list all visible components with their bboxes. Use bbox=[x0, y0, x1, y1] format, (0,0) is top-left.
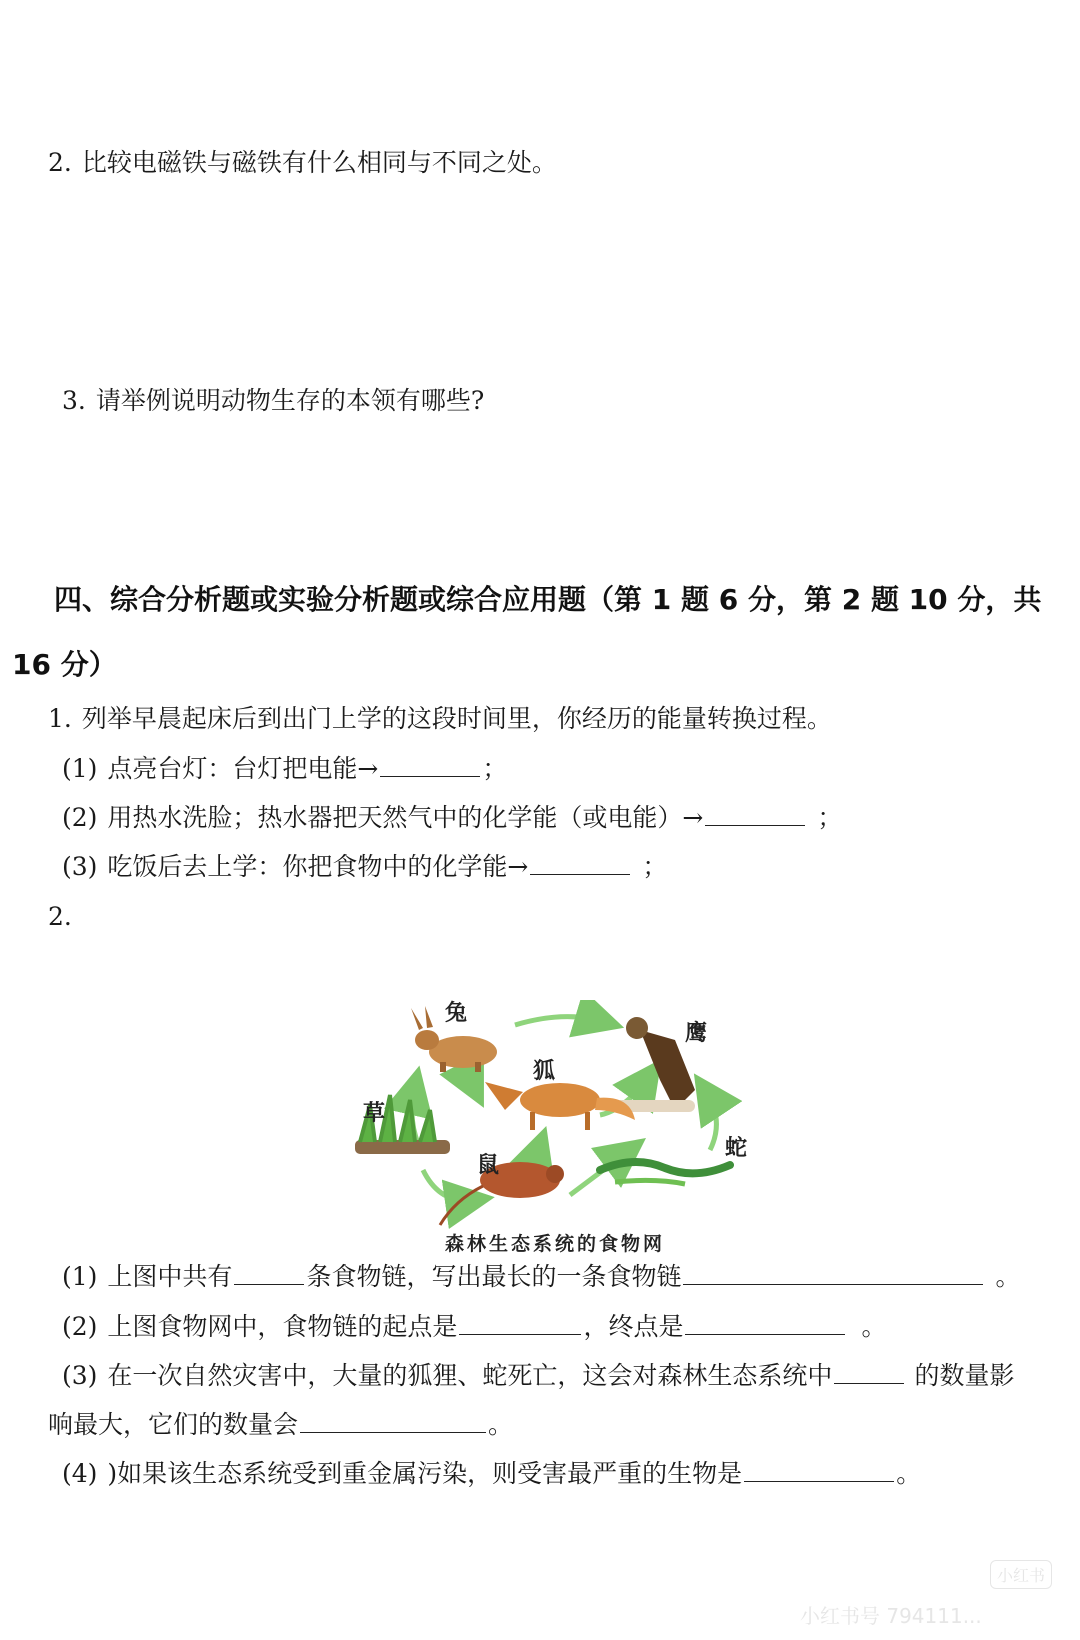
sub-question-3 bbox=[62, 1361, 1014, 1391]
label-eagle: 鹰 bbox=[685, 1020, 708, 1046]
label-grass: 草 bbox=[363, 1100, 386, 1126]
problem-2-number: 2. bbox=[48, 902, 72, 931]
sub-question-2 bbox=[62, 1312, 886, 1342]
food-web-image bbox=[345, 1000, 765, 1260]
item-end: 。 bbox=[896, 1459, 922, 1488]
label-mouse: 鼠 bbox=[477, 1152, 500, 1178]
answer-blank[interactable] bbox=[685, 1312, 845, 1335]
question-text: 请举例说明动物生存的本领有哪些? bbox=[95, 386, 485, 415]
answer-blank[interactable] bbox=[834, 1361, 904, 1384]
question-text: 比较电磁铁与磁铁有什么相同与不同之处。 bbox=[81, 148, 557, 177]
item-text: 吃饭后去上学：你把食物中的化学能→ bbox=[107, 852, 529, 881]
answer-blank[interactable] bbox=[380, 754, 480, 777]
item-end: 。 bbox=[861, 1312, 887, 1341]
label-snake: 蛇 bbox=[725, 1135, 748, 1161]
sub-question-4 bbox=[62, 1459, 921, 1489]
answer-blank[interactable] bbox=[530, 852, 630, 875]
question-2 bbox=[48, 148, 557, 178]
item-text: 点亮台灯：台灯把电能→ bbox=[107, 754, 379, 783]
item-text: ，终点是 bbox=[583, 1312, 684, 1341]
food-web-figure bbox=[345, 1000, 765, 1260]
item-end: 。 bbox=[995, 1262, 1021, 1291]
problem-1-item-1 bbox=[62, 754, 507, 784]
item-label: (4) bbox=[62, 1459, 98, 1488]
item-end: ； bbox=[642, 852, 668, 881]
sub-question-1 bbox=[62, 1262, 1020, 1292]
problem-1-item-3 bbox=[62, 852, 667, 882]
watermark-logo: 小红书 bbox=[990, 1560, 1052, 1589]
question-number: 2. bbox=[48, 148, 72, 177]
answer-blank[interactable] bbox=[300, 1410, 486, 1433]
problem-text: 列举早晨起床后到出门上学的这段时间里，你经历的能量转换过程。 bbox=[81, 704, 832, 733]
item-text: 条食物链，写出最长的一条食物链 bbox=[306, 1262, 682, 1291]
sub-question-3-cont bbox=[48, 1410, 513, 1440]
item-end: 。 bbox=[488, 1410, 514, 1439]
snake-icon bbox=[600, 1162, 730, 1184]
item-end: ； bbox=[817, 803, 843, 832]
item-label: (1) bbox=[62, 1262, 98, 1291]
item-label: (2) bbox=[62, 803, 98, 832]
section-4-heading: 四、综合分析题或实验分析题或综合应用题（第 1 题 6 分，第 2 题 10 分，共 bbox=[54, 583, 1042, 616]
item-label: (3) bbox=[62, 852, 98, 881]
figure-caption: 森林生态系统的食物网 bbox=[444, 1233, 666, 1255]
item-text: 用热水洗脸；热水器把天然气中的化学能（或电能）→ bbox=[107, 803, 704, 832]
answer-blank[interactable] bbox=[234, 1262, 304, 1285]
label-rabbit: 兔 bbox=[445, 1000, 468, 1026]
answer-blank[interactable] bbox=[744, 1459, 894, 1482]
mouse-icon bbox=[440, 1162, 564, 1225]
question-3 bbox=[62, 386, 484, 416]
section-4-heading-cont: 16 分） bbox=[12, 648, 117, 681]
item-text: 在一次自然灾害中，大量的狐狸、蛇死亡，这会对森林生态系统中 bbox=[107, 1361, 833, 1390]
watermark-id: 小红书号 794111... bbox=[800, 1604, 982, 1628]
answer-blank[interactable] bbox=[705, 803, 805, 826]
problem-number: 1. bbox=[48, 704, 72, 733]
item-label: (3) bbox=[62, 1361, 98, 1390]
item-label: (2) bbox=[62, 1312, 98, 1341]
item-text: 上图中共有 bbox=[107, 1262, 233, 1291]
item-text: 上图食物网中，食物链的起点是 bbox=[107, 1312, 458, 1341]
fox-icon bbox=[485, 1082, 635, 1130]
item-text: )如果该生态系统受到重金属污染，则受害最严重的生物是 bbox=[107, 1459, 743, 1488]
problem-1-item-2 bbox=[62, 803, 842, 833]
answer-blank[interactable] bbox=[683, 1262, 983, 1285]
label-fox: 狐 bbox=[533, 1058, 556, 1084]
problem-1 bbox=[48, 704, 832, 734]
item-end: ； bbox=[482, 754, 508, 783]
item-label: (1) bbox=[62, 754, 98, 783]
question-number: 3. bbox=[62, 386, 86, 415]
item-text: 的数量影 bbox=[914, 1361, 1015, 1390]
item-text: 响最大，它们的数量会 bbox=[48, 1410, 299, 1439]
answer-blank[interactable] bbox=[459, 1312, 581, 1335]
